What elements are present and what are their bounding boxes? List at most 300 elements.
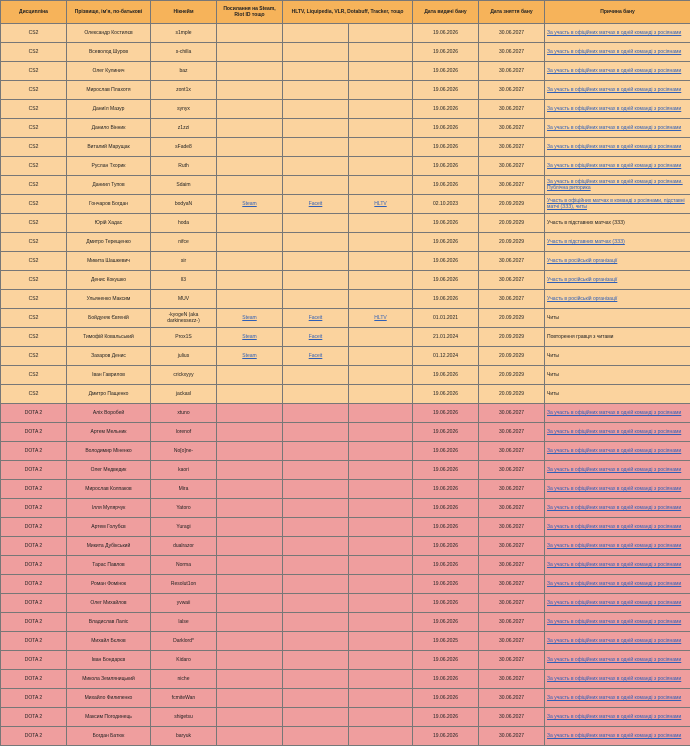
nickname-cell: yvwaii [151, 594, 217, 613]
ban-end-cell: 30.06.2027 [479, 176, 545, 195]
discipline-cell: DOTA 2 [1, 670, 67, 689]
steam-link [217, 233, 283, 252]
name-cell: Іван Бондарєв [67, 651, 151, 670]
name-cell: Артем Голубєв [67, 518, 151, 537]
nickname-cell: Sdaim [151, 176, 217, 195]
ban-end-cell: 30.06.2027 [479, 157, 545, 176]
reason-cell[interactable]: За участь в офіційних матчах в одній команді з росіянами [545, 556, 690, 575]
table-row [1, 138, 690, 157]
discipline-cell: DOTA 2 [1, 480, 67, 499]
table-row [1, 613, 690, 632]
name-cell: Артем Мельник [67, 423, 151, 442]
discipline-cell: CS2 [1, 309, 67, 328]
reason-cell[interactable]: За участь в офіційних матчах в одній команді з росіянами [545, 119, 690, 138]
hltv-link [349, 613, 413, 632]
faceit-link[interactable]: Faceit [283, 309, 349, 328]
reason-cell[interactable]: За участь в офіційних матчах в одній команді з росіянами [545, 575, 690, 594]
table-row [1, 518, 690, 537]
table-row [1, 670, 690, 689]
discipline-cell: CS2 [1, 328, 67, 347]
nickname-cell: dualrazor [151, 537, 217, 556]
ban-start-cell: 19.06.2026 [413, 461, 479, 480]
reason-cell[interactable]: За участь в офіційних матчах в одній команді з росіянами [545, 518, 690, 537]
discipline-cell: CS2 [1, 62, 67, 81]
reason-cell[interactable]: За участь в офіційних матчах в одній команді з росіянами [545, 100, 690, 119]
faceit-link [283, 537, 349, 556]
nickname-cell: No[o]ne- [151, 442, 217, 461]
table-row [1, 214, 690, 233]
name-cell: Гончаров Богдан [67, 195, 151, 214]
table-row [1, 689, 690, 708]
ban-start-cell: 21.01.2024 [413, 328, 479, 347]
steam-link [217, 518, 283, 537]
faceit-link [283, 385, 349, 404]
nickname-cell: zont1x [151, 81, 217, 100]
ban-end-cell: 30.06.2027 [479, 556, 545, 575]
faceit-link [283, 214, 349, 233]
faceit-link [283, 613, 349, 632]
nickname-cell: Yuragi [151, 518, 217, 537]
hltv-link [349, 537, 413, 556]
hltv-link [349, 632, 413, 651]
steam-link [217, 632, 283, 651]
reason-cell[interactable]: За участь в офіційних матчах в одній команді з росіянами [545, 423, 690, 442]
table-row [1, 708, 690, 727]
hltv-link [349, 157, 413, 176]
hltv-link [349, 708, 413, 727]
ban-end-cell: 30.06.2027 [479, 537, 545, 556]
faceit-link [283, 366, 349, 385]
discipline-cell: DOTA 2 [1, 404, 67, 423]
hltv-link [349, 518, 413, 537]
name-cell: Аліх Воробей [67, 404, 151, 423]
ban-start-cell: 01.12.2024 [413, 347, 479, 366]
hltv-link [349, 347, 413, 366]
faceit-link [283, 271, 349, 290]
table-row [1, 651, 690, 670]
hltv-link [349, 100, 413, 119]
ban-end-cell: 30.06.2027 [479, 613, 545, 632]
name-cell: Микита Дубікський [67, 537, 151, 556]
reason-cell[interactable]: За участь в офіційних матчах в одній команді з росіянами [545, 24, 690, 43]
faceit-link [283, 157, 349, 176]
discipline-cell: CS2 [1, 233, 67, 252]
reason-cell[interactable]: За участь в офіційних матчах в одній команді з росіянами [545, 613, 690, 632]
reason-cell[interactable]: За участь в офіційних матчах в одній команді з росіянами [545, 727, 690, 746]
table-row [1, 157, 690, 176]
table-row [1, 461, 690, 480]
discipline-cell: DOTA 2 [1, 632, 67, 651]
nickname-cell: Norma [151, 556, 217, 575]
ban-end-cell: 30.06.2027 [479, 632, 545, 651]
table-row [1, 385, 690, 404]
discipline-cell: DOTA 2 [1, 651, 67, 670]
reason-cell[interactable]: Участь в офіційних матчах в команді з росіянами, підставні матчі (ЗЗЗ), читы [545, 195, 690, 214]
discipline-cell: DOTA 2 [1, 461, 67, 480]
steam-link [217, 81, 283, 100]
faceit-link[interactable]: Faceit [283, 195, 349, 214]
steam-link [217, 499, 283, 518]
table-row [1, 43, 690, 62]
discipline-cell: CS2 [1, 157, 67, 176]
name-cell: Олег Михайлов [67, 594, 151, 613]
nickname-cell: Kidaro [151, 651, 217, 670]
faceit-link [283, 119, 349, 138]
steam-link [217, 385, 283, 404]
steam-link [217, 176, 283, 195]
steam-link [217, 689, 283, 708]
table-row [1, 727, 690, 746]
hltv-link [349, 138, 413, 157]
table-row [1, 309, 690, 328]
name-cell: Мирослав Колпаков [67, 480, 151, 499]
reason-cell[interactable]: Участь в російській організації [545, 271, 690, 290]
reason-cell: Повторення гравця з читами [545, 328, 690, 347]
discipline-cell: CS2 [1, 100, 67, 119]
discipline-cell: DOTA 2 [1, 499, 67, 518]
ban-start-cell: 19.06.2026 [413, 537, 479, 556]
ban-start-cell: 19.06.2026 [413, 271, 479, 290]
reason-cell[interactable]: За участь в офіційних матчах в одній команді з росіянами [545, 43, 690, 62]
ban-end-cell: 30.06.2027 [479, 689, 545, 708]
name-cell: Тарас Павлов [67, 556, 151, 575]
discipline-cell: CS2 [1, 138, 67, 157]
nickname-cell: jackasl [151, 385, 217, 404]
nickname-cell: lalse [151, 613, 217, 632]
name-cell: Тимофій Ковальський [67, 328, 151, 347]
ban-end-cell: 30.06.2027 [479, 708, 545, 727]
header-full-name: Прізвище, ім'я, по-батькові [67, 1, 151, 24]
ban-start-cell: 19.06.2026 [413, 670, 479, 689]
ban-end-cell: 30.06.2027 [479, 290, 545, 309]
ban-end-cell: 30.06.2027 [479, 24, 545, 43]
ban-list-body [1, 24, 690, 746]
ban-end-cell: 20.09.2029 [479, 233, 545, 252]
ban-start-cell: 19.06.2026 [413, 176, 479, 195]
reason-cell: Читы [545, 309, 690, 328]
reason-cell[interactable]: За участь в офіційних матчах в одній команді з росіянами [545, 689, 690, 708]
ban-end-cell: 20.09.2029 [479, 309, 545, 328]
faceit-link [283, 423, 349, 442]
faceit-link [283, 708, 349, 727]
ban-end-cell: 30.06.2027 [479, 594, 545, 613]
hltv-link [349, 670, 413, 689]
discipline-cell: CS2 [1, 176, 67, 195]
nickname-cell: sir [151, 252, 217, 271]
reason-cell[interactable]: За участь в офіційних матчах в одній команді з росіянами [545, 651, 690, 670]
steam-link [217, 24, 283, 43]
reason-cell[interactable]: Участь в підставних матчах (ЗЗЗ) [545, 233, 690, 252]
nickname-cell: baz [151, 62, 217, 81]
steam-link[interactable]: Steam [217, 328, 283, 347]
ban-start-cell: 19.06.2025 [413, 632, 479, 651]
faceit-link[interactable]: Faceit [283, 328, 349, 347]
nickname-cell: shigetsu [151, 708, 217, 727]
discipline-cell: CS2 [1, 252, 67, 271]
hltv-link [349, 423, 413, 442]
ban-start-cell: 19.06.2026 [413, 575, 479, 594]
hltv-link [349, 461, 413, 480]
steam-link [217, 119, 283, 138]
ban-start-cell: 19.06.2026 [413, 290, 479, 309]
name-cell: Виталий Марущак [67, 138, 151, 157]
nickname-cell: Ruth [151, 157, 217, 176]
hltv-link [349, 689, 413, 708]
reason-cell[interactable]: За участь в офіційних матчах в одній команді з росіянами [545, 499, 690, 518]
ban-start-cell: 02.10.2023 [413, 195, 479, 214]
reason-cell[interactable]: Участь в російській організації [545, 290, 690, 309]
discipline-cell: DOTA 2 [1, 423, 67, 442]
table-row [1, 81, 690, 100]
faceit-link [283, 461, 349, 480]
steam-link [217, 613, 283, 632]
header-row [1, 1, 690, 24]
discipline-cell: CS2 [1, 347, 67, 366]
ban-start-cell: 19.06.2026 [413, 708, 479, 727]
faceit-link [283, 499, 349, 518]
nickname-cell: lorenof [151, 423, 217, 442]
ban-start-cell: 19.06.2026 [413, 651, 479, 670]
faceit-link [283, 404, 349, 423]
name-cell: Олег Медведик [67, 461, 151, 480]
reason-cell[interactable]: За участь в офіційних матчах в одній команді з росіянами [545, 632, 690, 651]
discipline-cell: CS2 [1, 43, 67, 62]
table-row [1, 100, 690, 119]
reason-cell: Читы [545, 385, 690, 404]
header-steam-link: Посилання на Steam, Riot ID тощо [217, 1, 283, 24]
nickname-cell: synyx [151, 100, 217, 119]
hltv-link [349, 575, 413, 594]
ban-start-cell: 19.06.2026 [413, 689, 479, 708]
hltv-link [349, 176, 413, 195]
ban-end-cell: 30.06.2027 [479, 442, 545, 461]
name-cell: Михайл Бєлюв [67, 632, 151, 651]
name-cell: Даниил Тупов [67, 176, 151, 195]
header-discipline: Дисципліна [1, 1, 67, 24]
ban-start-cell: 19.06.2026 [413, 100, 479, 119]
faceit-link [283, 480, 349, 499]
name-cell: Ульяненко Максим [67, 290, 151, 309]
faceit-link [283, 81, 349, 100]
discipline-cell: CS2 [1, 271, 67, 290]
reason-cell[interactable]: За участь в офіційних матчах в одній команді з росіянами [545, 461, 690, 480]
discipline-cell: DOTA 2 [1, 594, 67, 613]
ban-end-cell: 30.06.2027 [479, 271, 545, 290]
hltv-link [349, 43, 413, 62]
ban-start-cell: 19.06.2026 [413, 385, 479, 404]
discipline-cell: DOTA 2 [1, 518, 67, 537]
reason-cell[interactable]: За участь в офіційних матчах в одній команді з росіянами [545, 537, 690, 556]
reason-cell: Читы [545, 347, 690, 366]
hltv-link [349, 233, 413, 252]
name-cell: Роман Фомінок [67, 575, 151, 594]
nickname-cell: xtuno [151, 404, 217, 423]
faceit-link [283, 727, 349, 746]
steam-link [217, 271, 283, 290]
ban-start-cell: 19.06.2026 [413, 119, 479, 138]
reason-cell[interactable]: За участь в офіційних матчах в одній команді з росіянами [545, 442, 690, 461]
faceit-link [283, 100, 349, 119]
nickname-cell: z1zzi [151, 119, 217, 138]
table-row [1, 480, 690, 499]
faceit-link [283, 689, 349, 708]
hltv-link [349, 214, 413, 233]
reason-cell[interactable]: За участь в офіційних матчах в одній команді з росіянами [545, 138, 690, 157]
hltv-link [349, 404, 413, 423]
faceit-link [283, 518, 349, 537]
name-cell: Руслан Тхорик [67, 157, 151, 176]
ban-end-cell: 30.06.2027 [479, 43, 545, 62]
discipline-cell: DOTA 2 [1, 537, 67, 556]
steam-link [217, 594, 283, 613]
reason-cell[interactable]: Участь в російській організації [545, 252, 690, 271]
steam-link [217, 43, 283, 62]
faceit-link[interactable]: Faceit [283, 347, 349, 366]
steam-link [217, 727, 283, 746]
reason-cell[interactable]: За участь в офіційних матчах в одній команді з росіянами [545, 62, 690, 81]
reason-cell[interactable]: За участь в офіційних матчах в одній команді з росіянами [545, 594, 690, 613]
steam-link[interactable]: Steam [217, 347, 283, 366]
ban-end-cell: 30.06.2027 [479, 81, 545, 100]
name-cell: Мирослав Плахотя [67, 81, 151, 100]
name-cell: Олександр Костилєв [67, 24, 151, 43]
table-row [1, 252, 690, 271]
reason-cell: Участь в підставних матчах (ЗЗЗ) [545, 214, 690, 233]
nickname-cell: hoda [151, 214, 217, 233]
faceit-link [283, 575, 349, 594]
table-row [1, 366, 690, 385]
hltv-link [349, 328, 413, 347]
steam-link[interactable]: Steam [217, 195, 283, 214]
steam-link [217, 480, 283, 499]
steam-link[interactable]: Steam [217, 309, 283, 328]
nickname-cell: ll3 [151, 271, 217, 290]
header-ban-end: Дата зняття бану [479, 1, 545, 24]
discipline-cell: DOTA 2 [1, 575, 67, 594]
discipline-cell: CS2 [1, 385, 67, 404]
faceit-link [283, 594, 349, 613]
hltv-link [349, 651, 413, 670]
reason-cell[interactable]: За участь в офіційних матчах в одній команді з росіянами [545, 480, 690, 499]
reason-cell[interactable]: За участь в офіційних матчах в одній команді з росіянами [545, 708, 690, 727]
ban-start-cell: 19.06.2026 [413, 233, 479, 252]
steam-link [217, 157, 283, 176]
steam-link [217, 556, 283, 575]
hltv-link [349, 366, 413, 385]
ban-start-cell: 19.06.2026 [413, 43, 479, 62]
steam-link [217, 290, 283, 309]
ban-start-cell: 19.06.2026 [413, 594, 479, 613]
name-cell: Володимир Міненко [67, 442, 151, 461]
ban-end-cell: 30.06.2027 [479, 575, 545, 594]
ban-start-cell: 19.06.2026 [413, 480, 479, 499]
ban-end-cell: 20.09.2029 [479, 385, 545, 404]
hltv-link [349, 499, 413, 518]
reason-cell[interactable]: За участь в офіційних матчах в одній команді з росіянами [545, 157, 690, 176]
nickname-cell: kaori [151, 461, 217, 480]
discipline-cell: DOTA 2 [1, 727, 67, 746]
ban-start-cell: 19.06.2026 [413, 81, 479, 100]
ban-end-cell: 30.06.2027 [479, 461, 545, 480]
table-row [1, 347, 690, 366]
nickname-cell: baryuk [151, 727, 217, 746]
steam-link [217, 537, 283, 556]
hltv-link [349, 81, 413, 100]
name-cell: Ілля Мулярчук [67, 499, 151, 518]
header-hltv-links: HLTV, Liquipedia, VLR, Dotabuff, Tracker, тощо [283, 1, 413, 24]
ban-end-cell: 30.06.2027 [479, 252, 545, 271]
faceit-link [283, 24, 349, 43]
nickname-cell: bodyaN [151, 195, 217, 214]
discipline-cell: CS2 [1, 24, 67, 43]
name-cell: Максим Погодинець [67, 708, 151, 727]
hltv-link [349, 594, 413, 613]
nickname-cell: Prox1S [151, 328, 217, 347]
faceit-link [283, 43, 349, 62]
steam-link [217, 442, 283, 461]
steam-link [217, 214, 283, 233]
ban-end-cell: 30.06.2027 [479, 423, 545, 442]
reason-cell[interactable]: За участь в офіційних матчах в одній команді з росіянами [545, 81, 690, 100]
ban-start-cell: 19.06.2026 [413, 423, 479, 442]
reason-cell[interactable]: За участь в офіційних матчах в одній команді з росіянами [545, 670, 690, 689]
table-row [1, 594, 690, 613]
hltv-link[interactable]: HLTV [349, 309, 413, 328]
ban-end-cell: 30.06.2027 [479, 480, 545, 499]
hltv-link [349, 252, 413, 271]
nickname-cell: Yatoro [151, 499, 217, 518]
steam-link [217, 423, 283, 442]
steam-link [217, 651, 283, 670]
steam-link [217, 404, 283, 423]
ban-start-cell: 19.06.2026 [413, 499, 479, 518]
faceit-link [283, 651, 349, 670]
table-row [1, 195, 690, 214]
table-row [1, 62, 690, 81]
faceit-link [283, 233, 349, 252]
steam-link [217, 252, 283, 271]
name-cell: Денис Кокушко [67, 271, 151, 290]
faceit-link [283, 62, 349, 81]
steam-link [217, 708, 283, 727]
discipline-cell: CS2 [1, 366, 67, 385]
header-nickname: Нікнейм [151, 1, 217, 24]
ban-start-cell: 19.06.2026 [413, 214, 479, 233]
name-cell: Даниїл Мазур [67, 100, 151, 119]
table-row [1, 271, 690, 290]
nickname-cell: Mira [151, 480, 217, 499]
hltv-link [349, 385, 413, 404]
steam-link [217, 366, 283, 385]
ban-end-cell: 30.06.2027 [479, 119, 545, 138]
faceit-link [283, 442, 349, 461]
nickname-cell: nifce [151, 233, 217, 252]
ban-end-cell: 30.06.2027 [479, 404, 545, 423]
nickname-cell: s-chilla [151, 43, 217, 62]
ban-end-cell: 30.06.2027 [479, 138, 545, 157]
ban-start-cell: 19.06.2026 [413, 727, 479, 746]
discipline-cell: CS2 [1, 195, 67, 214]
hltv-link [349, 480, 413, 499]
header-ban-reason: Причина бану [545, 1, 690, 24]
hltv-link [349, 62, 413, 81]
reason-cell[interactable]: За участь в офіційних матчах в одній команді з росіянами [545, 404, 690, 423]
hltv-link [349, 271, 413, 290]
hltv-link [349, 290, 413, 309]
reason-cell[interactable]: За участь в офіційних матчах в одній команді з росіянами. Публічна риторика [545, 176, 690, 195]
discipline-cell: DOTA 2 [1, 556, 67, 575]
hltv-link[interactable]: HLTV [349, 195, 413, 214]
